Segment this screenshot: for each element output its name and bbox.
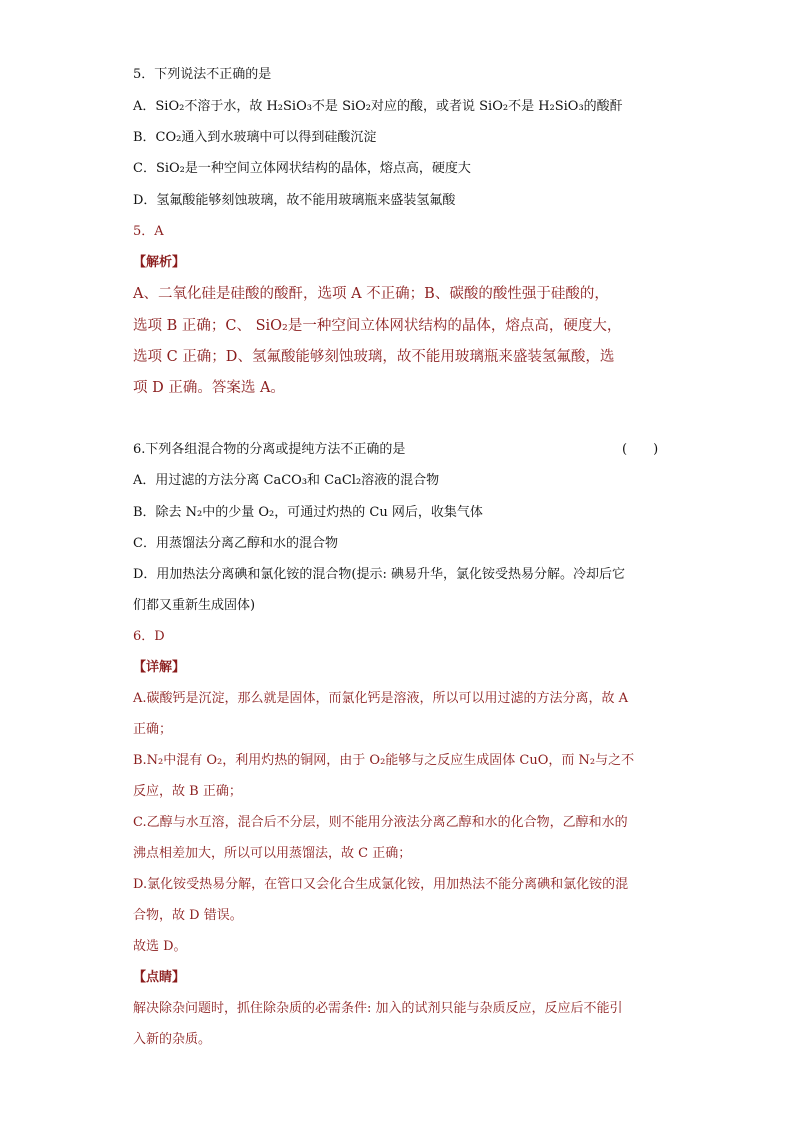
- q6-detail-line: 故选 D。: [133, 939, 187, 954]
- q6-detail-line: 正确；: [133, 722, 173, 737]
- q5-option-d: D．氢氟酸能够刻蚀玻璃，故不能用玻璃瓶来盛装氢氟酸: [133, 193, 456, 208]
- q5-analysis-line: 项 D 正确。答案选 A。: [133, 380, 285, 396]
- q6-detail-line: 合物，故 D 错误。: [133, 908, 243, 923]
- q6-option-a: A．用过滤的方法分离 CaCO₃和 CaCl₂溶液的混合物: [133, 473, 440, 488]
- q5-option-c: C．SiO₂是一种空间立体网状结构的晶体，熔点高，硬度大: [133, 161, 471, 176]
- q6-answer: 6．D: [133, 629, 165, 644]
- q6-detail-line: A.碳酸钙是沉淀，那么就是固体，而氯化钙是溶液，所以可以用过滤的方法分离，故 A: [133, 691, 629, 706]
- q5-analysis-heading: 【解析】: [133, 255, 186, 270]
- q5-analysis-line: 选项 B 正确；C、 SiO₂是一种空间立体网状结构的晶体，熔点高，硬度大，: [133, 318, 622, 334]
- q5-stem: 5．下列说法不正确的是: [133, 67, 272, 82]
- q5-option-a: A．SiO₂不溶于水，故 H₂SiO₃不是 SiO₂对应的酸，或者说 SiO₂不是 H₂SiO₃的酸酐: [133, 99, 623, 114]
- q5-analysis-line: 选项 C 正确；D、氢氟酸能够刻蚀玻璃，故不能用玻璃瓶来盛装氢氟酸，选: [133, 349, 615, 365]
- q6-option-d-cont: 们都又重新生成固体): [133, 598, 256, 613]
- q6-detail-line: 沸点相差加大，所以可以用蒸馏法，故 C 正确；: [133, 846, 412, 861]
- q6-detail-line: C.乙醇与水互溶，混合后不分层，则不能用分液法分离乙醇和水的化合物，乙醇和水的: [133, 815, 628, 830]
- q6-point-line: 解决除杂问题时，抓住除杂质的必需条件: 加入的试剂只能与杂质反应，反应后不能引: [133, 1001, 623, 1016]
- q6-answer-blank: ( ): [622, 442, 659, 457]
- q6-point-heading: 【点睛】: [133, 970, 186, 985]
- q6-point-line: 入新的杂质。: [133, 1032, 212, 1047]
- q6-option-d: D．用加热法分离碘和氯化铵的混合物(提示: 碘易升华，氯化铵受热易分解。冷却后它: [133, 567, 626, 582]
- q6-detail-heading: 【详解】: [133, 660, 186, 675]
- q6-option-c: C．用蒸馏法分离乙醇和水的混合物: [133, 536, 338, 551]
- q6-detail-line: 反应，故 B 正确；: [133, 784, 242, 799]
- q6-stem: 6.下列各组混合物的分离或提纯方法不正确的是: [133, 442, 406, 457]
- q5-answer: 5．A: [133, 224, 164, 239]
- q6-option-b: B．除去 N₂中的少量 O₂，可通过灼热的 Cu 网后，收集气体: [133, 505, 483, 520]
- q5-analysis-line: A、二氧化硅是硅酸的酸酐，选项 A 不正确；B、碳酸的酸性强于硅酸的，: [133, 286, 609, 302]
- q6-detail-line: D.氯化铵受热易分解，在管口又会化合生成氯化铵，用加热法不能分离碘和氯化铵的混: [133, 877, 629, 892]
- q5-option-b: B．CO₂通入到水玻璃中可以得到硅酸沉淀: [133, 130, 377, 145]
- q6-detail-line: B.N₂中混有 O₂，利用灼热的铜网，由于 O₂能够与之反应生成固体 CuO，而 N₂与之不: [133, 753, 635, 768]
